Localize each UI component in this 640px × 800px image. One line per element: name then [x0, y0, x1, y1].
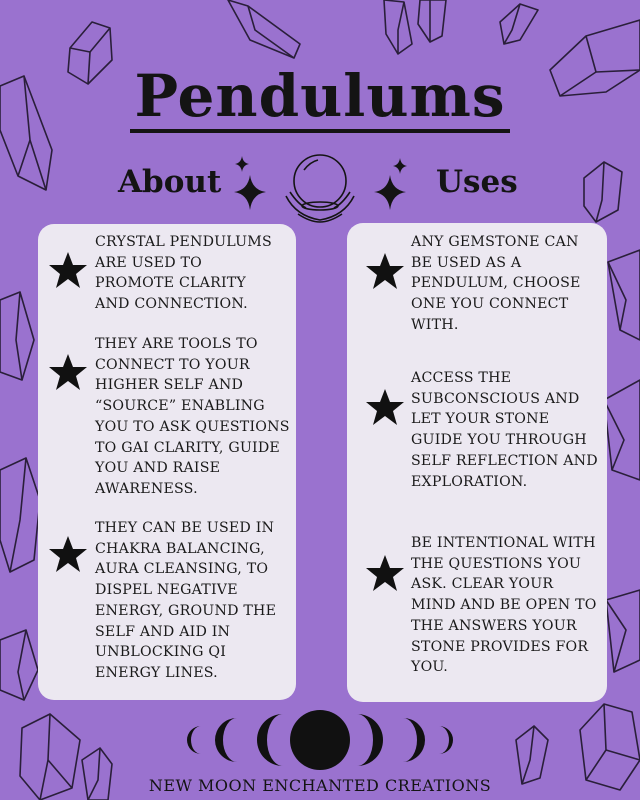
- crystal-icon: [418, 0, 446, 42]
- about-card: [38, 224, 296, 700]
- crystal-icon: [584, 162, 622, 222]
- moon-phases-icon: [175, 708, 465, 772]
- about-heading: About: [118, 164, 222, 200]
- crystal-icon: [0, 292, 34, 380]
- uses-heading: Uses: [436, 164, 518, 200]
- star-icon: [365, 251, 405, 291]
- crystal-icon: [604, 380, 640, 480]
- crystal-ball-hands-icon: [286, 155, 354, 222]
- sparkle-icon: [374, 175, 406, 210]
- about-item: THEY ARE TOOLS TO CONNECT TO YOUR HIGHER SELF AND “SOURCE” ENABLING YOU TO ASK QUESTIONS TO GAI CLARITY, GUIDE YOU AND RAISE AWARENESS.: [95, 336, 290, 497]
- about-item: CRYSTAL PENDULUMS ARE USED TO PROMOTE CLARITY AND CONNECTION.: [95, 234, 272, 313]
- uses-item: ACCESS THE SUBCONSCIOUS AND LET YOUR STONE GUIDE YOU THROUGH SELF REFLECTION AND EXPLORATION.: [411, 370, 598, 490]
- crystal-icon: [608, 250, 640, 340]
- star-icon: [48, 534, 88, 574]
- star-icon: [48, 352, 88, 392]
- crystal-icon: [0, 630, 38, 700]
- crystal-icon: [0, 458, 40, 572]
- crystal-icon: [384, 0, 412, 54]
- footer-brand: NEW MOON ENCHANTED CREATIONS: [148, 776, 492, 795]
- about-item: THEY CAN BE USED IN CHAKRA BALANCING, AURA CLEANSING, TO DISPEL NEGATIVE ENERGY, GROUND THE SELF AND AID IN UNBLOCKING QI ENERGY LINES.: [95, 520, 277, 681]
- crystal-icon: [500, 4, 538, 44]
- page-title: Pendulums: [0, 62, 640, 133]
- crystal-icon: [228, 0, 300, 58]
- sparkle-icon: [235, 156, 249, 172]
- star-icon: [365, 553, 405, 593]
- sparkle-icon: [234, 175, 266, 210]
- star-icon: [365, 387, 405, 427]
- sparkle-icon: [393, 158, 407, 174]
- crystal-icon: [606, 590, 640, 672]
- uses-item: ANY GEMSTONE CAN BE USED AS A PENDULUM, CHOOSE ONE YOU CONNECT WITH.: [411, 234, 581, 333]
- uses-item: BE INTENTIONAL WITH THE QUESTIONS YOU ASK. CLEAR YOUR MIND AND BE OPEN TO THE ANSWERS YOUR STONE PROVIDES FOR YOU.: [411, 535, 597, 676]
- uses-card: [347, 223, 607, 702]
- star-icon: [48, 250, 88, 290]
